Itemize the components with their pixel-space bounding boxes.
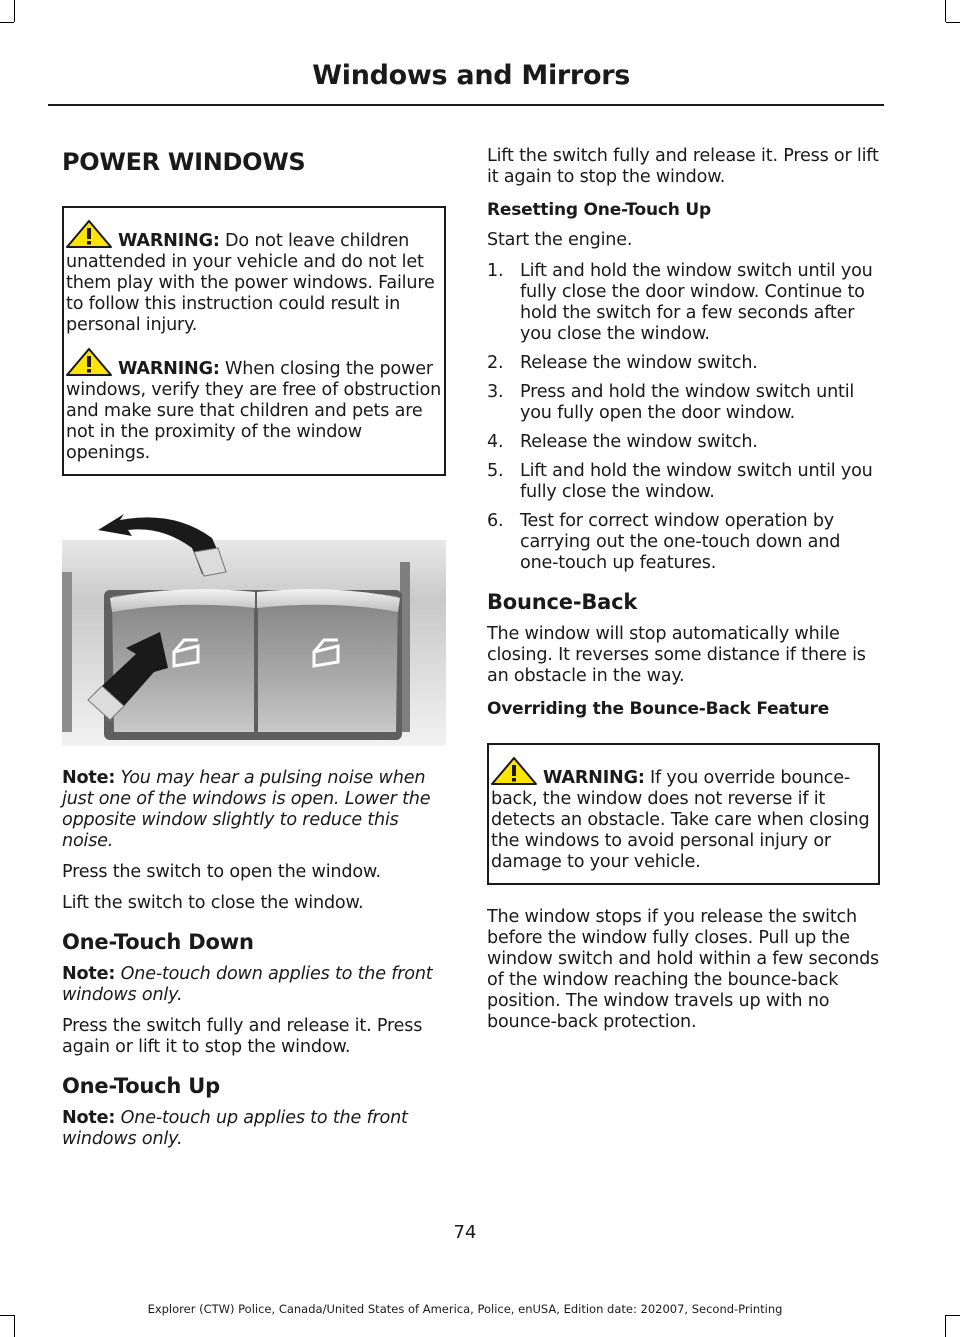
crop-mark: [945, 1315, 946, 1337]
list-item-text: Release the window switch.: [520, 353, 758, 373]
note-paragraph: [62, 964, 446, 1006]
note-paragraph: [62, 768, 446, 852]
note-text: One-touch up applies to the front windows only.: [62, 1108, 408, 1149]
crop-mark: [946, 22, 960, 23]
list-item: [487, 461, 880, 503]
note-label: Note:: [62, 1108, 116, 1128]
body-paragraph: Start the engine.: [487, 230, 633, 250]
left-column: [62, 146, 446, 1160]
subsection-title: Overriding the Bounce-Back Feature: [487, 699, 830, 719]
list-item-text: Lift and hold the window switch until you fully close the door window. Continue to hold the switch for a few seconds after you close the window.: [520, 261, 873, 344]
header-rule: [48, 104, 884, 106]
list-item-number: 1.: [487, 261, 504, 281]
reset-steps-list: [487, 261, 880, 574]
crop-mark: [945, 0, 946, 22]
list-item-number: 6.: [487, 511, 504, 531]
warning-box: [487, 743, 880, 885]
page-number: 74: [453, 1222, 477, 1243]
page-footer: Explorer (CTW) Police, Canada/United States of America, Police, enUSA, Edition date: 202007, Second-Printing: [147, 1302, 783, 1316]
crop-mark: [14, 0, 15, 22]
warning-triangle-icon: [66, 220, 112, 248]
warning-box: [62, 206, 446, 476]
body-paragraph: Lift the switch to close the window.: [62, 893, 364, 913]
warning-text: When closing the power windows, verify they are free of obstruction and make sure that children and pets are not in the proximity of the window openings.: [66, 359, 442, 463]
note-text: You may hear a pulsing noise when just one of the windows is open. Lower the opposite window slightly to reduce this noise.: [62, 768, 431, 851]
list-item: [487, 432, 880, 453]
list-item-number: 2.: [487, 353, 504, 373]
body-paragraph: The window will stop automatically while closing. It reverses some distance if there is an obstacle in the way.: [487, 624, 866, 686]
list-item-text: Test for correct window operation by carrying out the one-touch down and one-touch up features.: [520, 511, 841, 573]
list-item-text: Press and hold the window switch until you fully open the door window.: [520, 382, 855, 423]
body-paragraph: Press the switch fully and release it. Press again or lift it to stop the window.: [62, 1016, 423, 1057]
subsection-title: Resetting One-Touch Up: [487, 200, 711, 220]
note-label: Note:: [62, 964, 116, 984]
warning-triangle-icon: [491, 757, 537, 785]
list-item: [487, 261, 880, 345]
warning-paragraph: [66, 348, 444, 464]
warning-label: WARNING:: [118, 231, 220, 251]
list-item-number: 4.: [487, 432, 504, 452]
list-item-text: Release the window switch.: [520, 432, 758, 452]
warning-text: If you override bounce-back, the window does not reverse if it detects an obstacle. Take care when closing the windows to avoid personal injury or damage to your vehicle.: [491, 768, 870, 872]
crop-mark: [946, 1315, 960, 1316]
body-paragraph: Lift the switch fully and release it. Press or lift it again to stop the window.: [487, 146, 879, 187]
note-paragraph: [62, 1108, 446, 1150]
list-item: [487, 382, 880, 424]
warning-paragraph: [491, 757, 878, 873]
warning-paragraph: [66, 220, 444, 336]
note-label: Note:: [62, 768, 116, 788]
window-switch-illustration: [62, 500, 446, 746]
section-title: POWER WINDOWS: [62, 148, 306, 176]
body-paragraph: The window stops if you release the switch before the window fully closes. Pull up the window switch and hold within a few seconds of the window reaching the bounce-back position. The window travels up with no bounce-back protection.: [487, 907, 880, 1032]
list-item-text: Lift and hold the window switch until you fully close the window.: [520, 461, 873, 502]
crop-mark: [14, 1315, 15, 1337]
body-paragraph: Press the switch to open the window.: [62, 862, 381, 882]
subsection-title: One-Touch Down: [62, 930, 254, 954]
right-column: [487, 146, 880, 1043]
list-item: [487, 511, 880, 574]
list-item: [487, 353, 880, 374]
list-item-number: 5.: [487, 461, 504, 481]
warning-text: Do not leave children unattended in your vehicle and do not let them play with the power windows. Failure to follow this instruction could result in personal injury.: [66, 231, 435, 335]
warning-label: WARNING:: [118, 359, 220, 379]
crop-mark: [0, 22, 14, 23]
subsection-title: Bounce-Back: [487, 590, 638, 614]
note-text: One-touch down applies to the front windows only.: [62, 964, 433, 1005]
page-header-title: Windows and Mirrors: [312, 60, 630, 91]
warning-label: WARNING:: [543, 768, 645, 788]
subsection-title: One-Touch Up: [62, 1074, 220, 1098]
list-item-number: 3.: [487, 382, 504, 402]
warning-triangle-icon: [66, 348, 112, 376]
